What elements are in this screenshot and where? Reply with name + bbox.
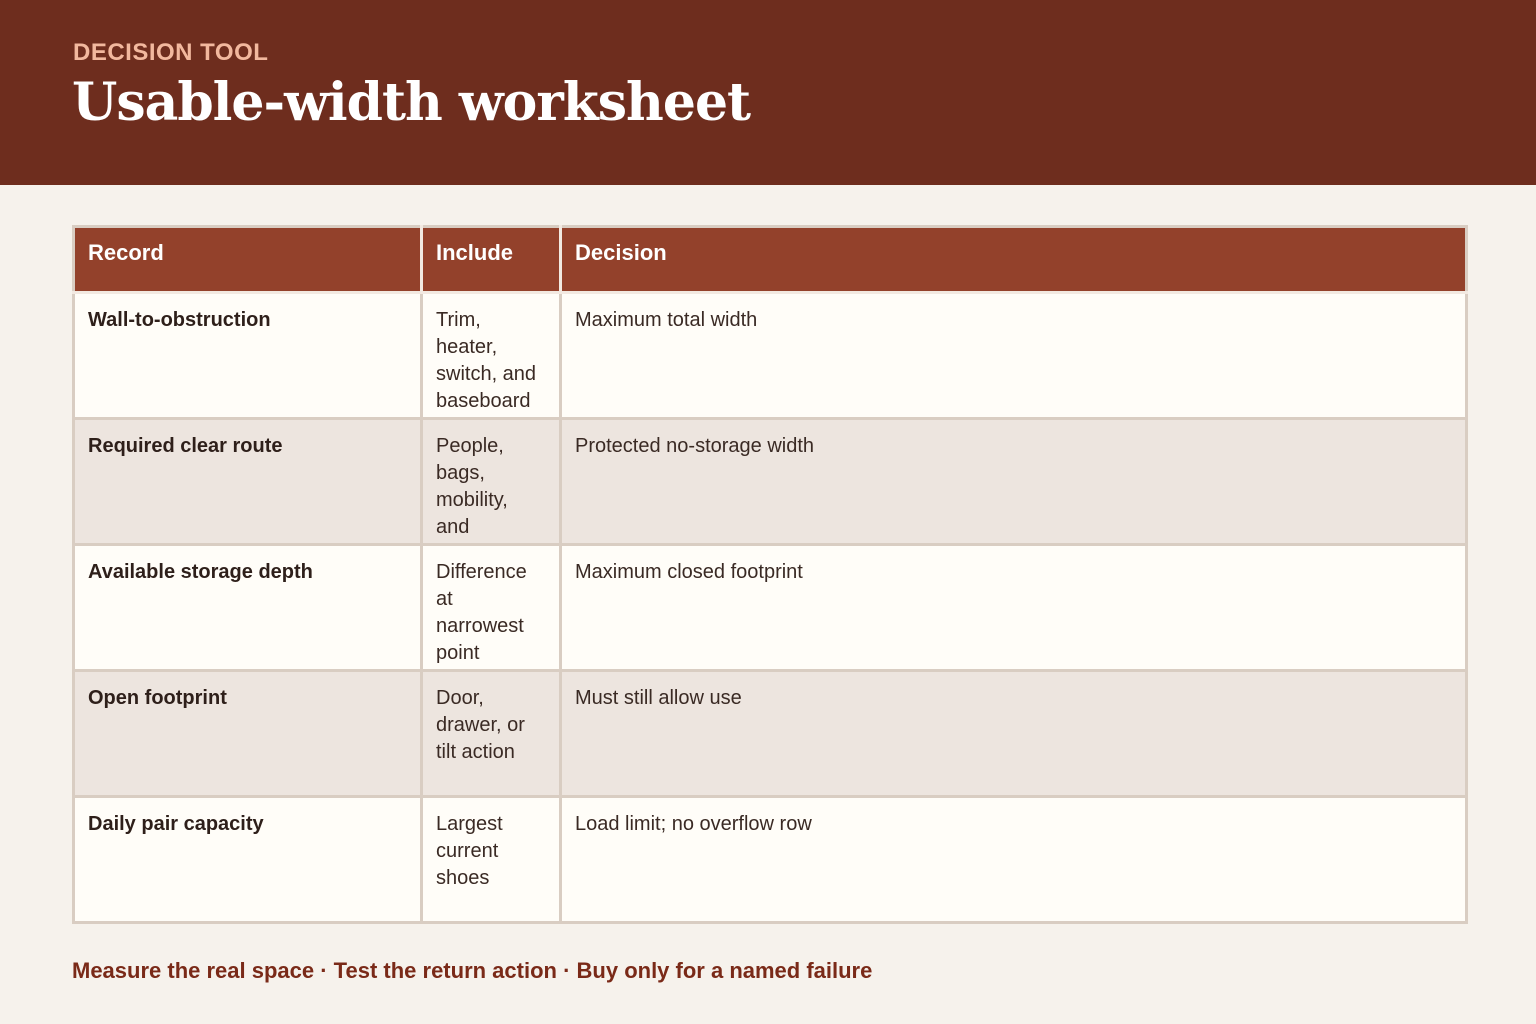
- decision-cell: Must still allow use: [561, 671, 1467, 797]
- table-row: [74, 293, 1467, 419]
- decision-cell: Protected no-storage width: [561, 419, 1467, 545]
- decision-cell: Load limit; no overflow row: [561, 797, 1467, 923]
- page-title: Usable-width worksheet: [72, 72, 751, 133]
- decision-cell: Maximum total width: [561, 293, 1467, 419]
- column-header-include: Include: [422, 227, 561, 293]
- record-cell: Daily pair capacity: [74, 797, 422, 923]
- record-cell: Available storage depth: [74, 545, 422, 671]
- record-cell: Wall-to-obstruction: [74, 293, 422, 419]
- decision-cell: Maximum closed footprint: [561, 545, 1467, 671]
- table-row: [74, 545, 1467, 671]
- table-header-row: [74, 227, 1467, 293]
- worksheet-table: [72, 225, 1468, 924]
- include-cell: Largest current shoes: [422, 797, 561, 923]
- page-header: [0, 0, 1536, 185]
- record-cell: Open footprint: [74, 671, 422, 797]
- include-cell: Door, drawer, or tilt action: [422, 671, 561, 797]
- table-row: [74, 671, 1467, 797]
- column-header-record: Record: [74, 227, 422, 293]
- table-row: [74, 419, 1467, 545]
- include-cell: People, bags, mobility, and: [422, 419, 561, 545]
- include-cell: Difference at narrowest point: [422, 545, 561, 671]
- include-cell: Trim, heater, switch, and baseboard: [422, 293, 561, 419]
- column-header-decision: Decision: [561, 227, 1467, 293]
- eyebrow-label: DECISION TOOL: [73, 39, 269, 66]
- table-row: [74, 797, 1467, 923]
- footer-guidance: Measure the real space · Test the return action · Buy only for a named failure: [72, 958, 873, 983]
- record-cell: Required clear route: [74, 419, 422, 545]
